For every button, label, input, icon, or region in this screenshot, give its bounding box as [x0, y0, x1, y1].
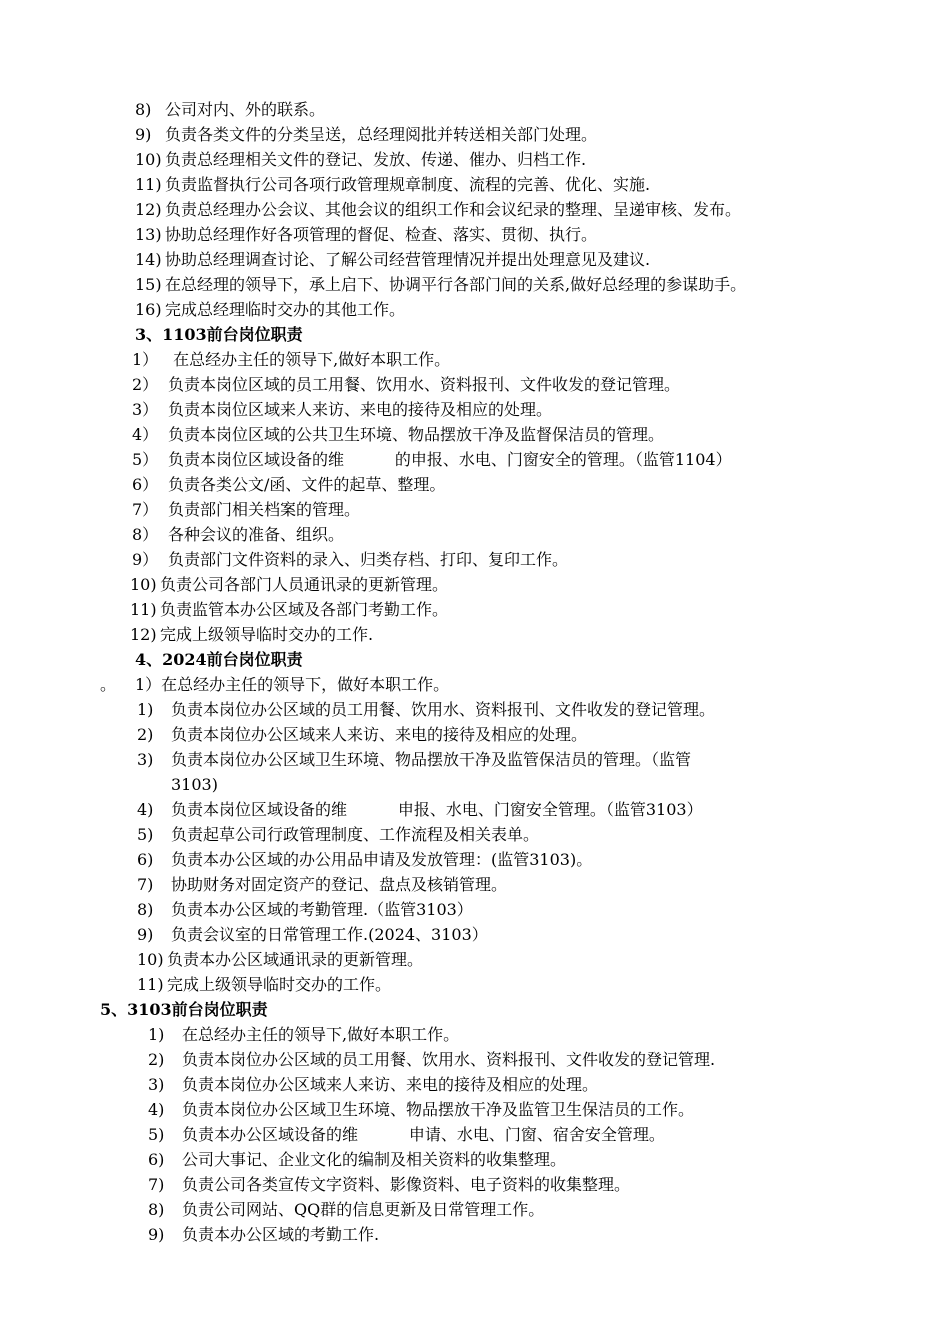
list-item: 8) 负责公司网站、QQ群的信息更新及日常管理工作。 — [148, 1200, 545, 1219]
list-item: 1) 负责本岗位办公区域的员工用餐、饮用水、资料报刊、文件收发的登记管理。 — [137, 700, 716, 719]
list-item: 8) 公司对内、外的联系。 — [135, 100, 326, 119]
list-item: 7） 负责部门相关档案的管理。 — [132, 500, 361, 519]
list-item: 7) 负责公司各类宣传文字资料、影像资料、电子资料的收集整理。 — [148, 1175, 631, 1194]
list-item: 2） 负责本岗位区域的员工用餐、饮用水、资料报刊、文件收发的登记管理。 — [132, 375, 681, 394]
list-item: 9) 负责本办公区域的考勤工作. — [148, 1225, 380, 1244]
list-item: 2) 负责本岗位办公区域的员工用餐、饮用水、资料报刊、文件收发的登记管理. — [148, 1050, 716, 1069]
section-heading: 5、3103前台岗位职责 — [100, 1000, 268, 1019]
list-item: 4) 负责本岗位区域设备的维 申报、水电、门窗安全管理。（监管3103） — [137, 800, 703, 819]
list-item: 1）在总经办主任的领导下，做好本职工作。 — [135, 675, 450, 694]
list-item: 5） 负责本岗位区域设备的维 的申报、水电、门窗安全的管理。（监管1104） — [132, 450, 732, 469]
list-item: 10) 负责本办公区域通讯录的更新管理。 — [137, 950, 424, 969]
list-item: 3) 负责本岗位办公区域卫生环境、物品摆放干净及监管保洁员的管理。（监管 — [137, 750, 692, 769]
list-item: 6） 负责各类公文/函、文件的起草、整理。 — [132, 475, 446, 494]
list-item: 16) 完成总经理临时交办的其他工作。 — [135, 300, 406, 319]
list-item: 1) 在总经办主任的领导下,做好本职工作。 — [148, 1025, 460, 1044]
list-item: 3） 负责本岗位区域来人来访、来电的接待及相应的处理。 — [132, 400, 553, 419]
list-item: 11) 负责监督执行公司各项行政管理规章制度、流程的完善、优化、实施. — [135, 175, 651, 194]
list-item: 8） 各种会议的准备、组织。 — [132, 525, 345, 544]
list-item: 10) 负责公司各部门人员通讯录的更新管理。 — [130, 575, 449, 594]
list-item: 6) 负责本办公区域的办公用品申请及发放管理：(监管3103)。 — [137, 850, 593, 869]
list-item: 5) 负责起草公司行政管理制度、工作流程及相关表单。 — [137, 825, 540, 844]
list-item: 9） 负责部门文件资料的录入、归类存档、打印、复印工作。 — [132, 550, 569, 569]
list-item: 4) 负责本岗位办公区域卫生环境、物品摆放干净及监管卫生保洁员的工作。 — [148, 1100, 695, 1119]
section-heading: 3、1103前台岗位职责 — [135, 325, 303, 344]
list-item: 12) 负责总经理办公会议、其他会议的组织工作和会议纪录的整理、呈递审核、发布。 — [135, 200, 742, 219]
list-item: 9) 负责各类文件的分类呈送，总经理阅批并转送相关部门处理。 — [135, 125, 598, 144]
list-item: 12) 完成上级领导临时交办的工作. — [130, 625, 374, 644]
list-item: 4） 负责本岗位区域的公共卫生环境、物品摆放干净及监督保洁员的管理。 — [132, 425, 665, 444]
list-item: 7) 协助财务对固定资产的登记、盘点及核销管理。 — [137, 875, 508, 894]
list-item: 8) 负责本办公区域的考勤管理.（监管3103） — [137, 900, 473, 919]
stray-mark: 。 — [100, 675, 117, 694]
list-item: 14) 协助总经理调查讨论、了解公司经营管理情况并提出处理意见及建议. — [135, 250, 651, 269]
list-item: 15) 在总经理的领导下，承上启下、协调平行各部门间的关系,做好总经理的参谋助手。 — [135, 275, 747, 294]
list-item: 10) 负责总经理相关文件的登记、发放、传递、催办、归档工作. — [135, 150, 587, 169]
list-item: 11) 负责监管本办公区域及各部门考勤工作。 — [130, 600, 449, 619]
list-item: 3) 负责本岗位办公区域来人来访、来电的接待及相应的处理。 — [148, 1075, 599, 1094]
list-item: 11) 完成上级领导临时交办的工作。 — [137, 975, 392, 994]
list-item: 5) 负责本办公区域设备的维 申请、水电、门窗、宿舍安全管理。 — [148, 1125, 665, 1144]
list-item: 1） 在总经办主任的领导下,做好本职工作。 — [132, 350, 451, 369]
list-item: 6) 公司大事记、企业文化的编制及相关资料的收集整理。 — [148, 1150, 567, 1169]
list-item: 2) 负责本岗位办公区域来人来访、来电的接待及相应的处理。 — [137, 725, 588, 744]
section-heading: 4、2024前台岗位职责 — [135, 650, 303, 669]
list-item: 9) 负责会议室的日常管理工作.(2024、3103） — [137, 925, 488, 944]
list-item: 3103) — [171, 775, 218, 794]
list-item: 13) 协助总经理作好各项管理的督促、检查、落实、贯彻、执行。 — [135, 225, 598, 244]
